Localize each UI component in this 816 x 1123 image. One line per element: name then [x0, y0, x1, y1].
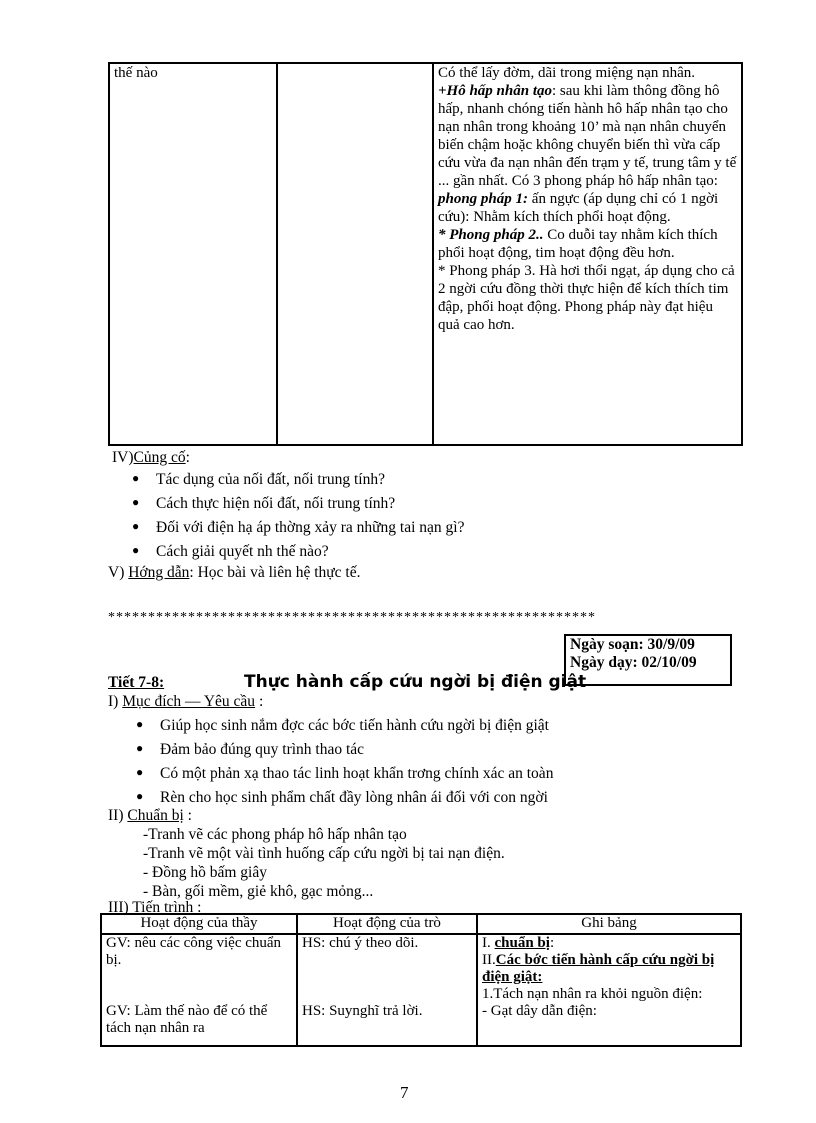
section5-text: : Học bài và liên hệ thực tế. — [189, 564, 361, 581]
header-student: Hoạt động của trò — [297, 914, 477, 934]
page-number: 7 — [400, 1083, 409, 1102]
section4-heading — [112, 448, 190, 467]
student-2: HS: Suynghĩ trả lời. — [302, 1003, 423, 1020]
t1-p4-label: * Phong pháp 2.. — [438, 227, 544, 243]
section4-prefix: IV) — [112, 449, 134, 466]
list-item: ● Đối với điện hạ áp thờng xảy ra những tai nạn gì? — [130, 516, 464, 540]
section3-prefix: III) — [108, 899, 133, 916]
t1-p3-label: phong pháp 1: — [438, 191, 529, 207]
teacher-2: GV: Làm thế nào để có thể tách nạn nhân ra — [106, 1003, 268, 1037]
activity-table-continued — [108, 62, 743, 446]
list-item: -Tranh vẽ các phong pháp hô hấp nhân tạo — [143, 826, 407, 843]
section3-title: Tiến trình — [132, 899, 194, 916]
board-d: - Gạt dây dẫn điện: — [482, 1003, 597, 1020]
star-divider: ************************************************************* — [108, 610, 596, 625]
board-b-prefix: II. — [482, 952, 496, 969]
list-item: ● Có một phản xạ thao tác linh hoạt khẩn trơng chính xác an toàn — [134, 762, 553, 786]
teacher-cell — [101, 934, 297, 1046]
board-b — [482, 952, 736, 986]
t1-p4 — [438, 226, 737, 262]
section5 — [108, 563, 360, 582]
list-item: ● Tác dụng của nối đất, nối trung tính? — [130, 468, 464, 492]
list-item: ● Rèn cho học sinh phẩm chất đầy lòng nhân ái đối với con ngời — [134, 786, 553, 810]
section1-heading — [108, 692, 263, 711]
board-c: 1.Tách nạn nhân ra khỏi nguồn điện: — [482, 986, 703, 1003]
board-cell — [477, 934, 741, 1046]
table1-col1: thế nào — [109, 63, 277, 445]
header-board: Ghi bảng — [477, 914, 741, 934]
board-a-suffix: : — [549, 935, 555, 952]
lesson-activity-table — [100, 913, 742, 1047]
t1-p2-text: : sau khi làm thông đồng hô hấp, nhanh chóng tiến hành hô hấp nhân tạo cho nạn nhân trong khoảng 10’ mà nạn nhân chuyển biến chậm hoặc không chuyển biến thì vừa cấp cứu vừa đa nạn nhân đến trạm y tế, trung tâm y tế ... gần nhất. Có 3 phong pháp hô hấp nhân tạo: — [438, 83, 737, 189]
t1-p1: Có thể lấy đờm, dãi trong miệng nạn nhân. — [438, 65, 696, 81]
t1-p4-text: Co duỗi tay nhằm kích thích phổi hoạt động, tim hoạt động đều hơn. — [438, 227, 718, 261]
section2-items — [143, 825, 505, 901]
t1-p3 — [438, 190, 737, 226]
list-item: ● Cách thực hiện nối đất, nối trung tính? — [130, 492, 464, 516]
section2-title: Chuẩn bị — [127, 807, 184, 824]
header-teacher: Hoạt động của thầy — [101, 914, 297, 934]
lesson-label — [108, 674, 164, 692]
section4-bullets — [130, 468, 464, 564]
date-box — [564, 634, 732, 686]
section3-suffix: : — [193, 899, 202, 916]
section5-title: Hớng dẫn — [128, 564, 190, 581]
t1-p2-label: +Hô hấp nhân tạo — [438, 83, 553, 99]
student-1: HS: chú ý theo dõi. — [302, 935, 419, 952]
lesson-label-text: Tiết 7-8: — [108, 674, 165, 691]
list-item: ● Đảm bảo đúng quy trình thao tác — [134, 738, 553, 762]
board-a — [482, 935, 736, 952]
t1-p2 — [438, 82, 737, 190]
table1-col3 — [433, 63, 742, 445]
list-item: ● Giúp học sinh nắm đợc các bớc tiến hành cứu ngời bị điện giật — [134, 714, 553, 738]
t1-p3-text: ấn ngực (áp dụng chỉ có 1 ngời cứu): Nhằm kích thích phổi hoạt động. — [438, 191, 719, 225]
section4-suffix: : — [185, 449, 190, 466]
board-b-bold: Các bớc tiến hành cấp cứu ngời bị điện giật: — [482, 952, 715, 986]
section1-bullets — [134, 714, 553, 810]
section1-prefix: I) — [108, 693, 123, 710]
list-item: ● Cách giải quyết nh thế nào? — [130, 540, 464, 564]
student-cell — [297, 934, 477, 1046]
section5-prefix: V) — [108, 564, 129, 581]
section1-suffix: : — [255, 693, 264, 710]
date-soan: Ngày soạn: 30/9/09 — [570, 636, 695, 653]
section2-prefix: II) — [108, 807, 128, 824]
date-day: Ngày dạy: 02/10/09 — [570, 654, 697, 671]
section4-title: Củng cố — [133, 449, 186, 466]
board-a-prefix: I. — [482, 935, 495, 952]
list-item: -Tranh vẽ một vài tình huống cấp cứu ngời bị tai nạn điện. — [143, 845, 505, 862]
lesson-title: Thực hành cấp cứu ngời bị điện giật — [244, 672, 587, 692]
board-a-bold: chuẩn bị — [494, 935, 550, 952]
section2-heading — [108, 806, 192, 825]
teacher-1: GV: nêu các công việc chuẩn bị. — [106, 935, 282, 969]
table1-col2 — [277, 63, 433, 445]
list-item: - Đồng hồ bấm giây — [143, 864, 267, 881]
section2-suffix: : — [183, 807, 192, 824]
t1-p5: * Phong pháp 3. Hà hơi thổi ngạt, áp dụng cho cả 2 ngời cứu đồng thời thực hiện để kích thích tim đập, phổi hoạt động. Phong pháp này đạt hiệu quả cao hơn. — [438, 263, 735, 333]
section1-title: Mục đích — Yêu cầu — [122, 693, 256, 710]
list-item: - Bàn, gối mềm, giẻ khô, gạc mỏng... — [143, 883, 374, 900]
